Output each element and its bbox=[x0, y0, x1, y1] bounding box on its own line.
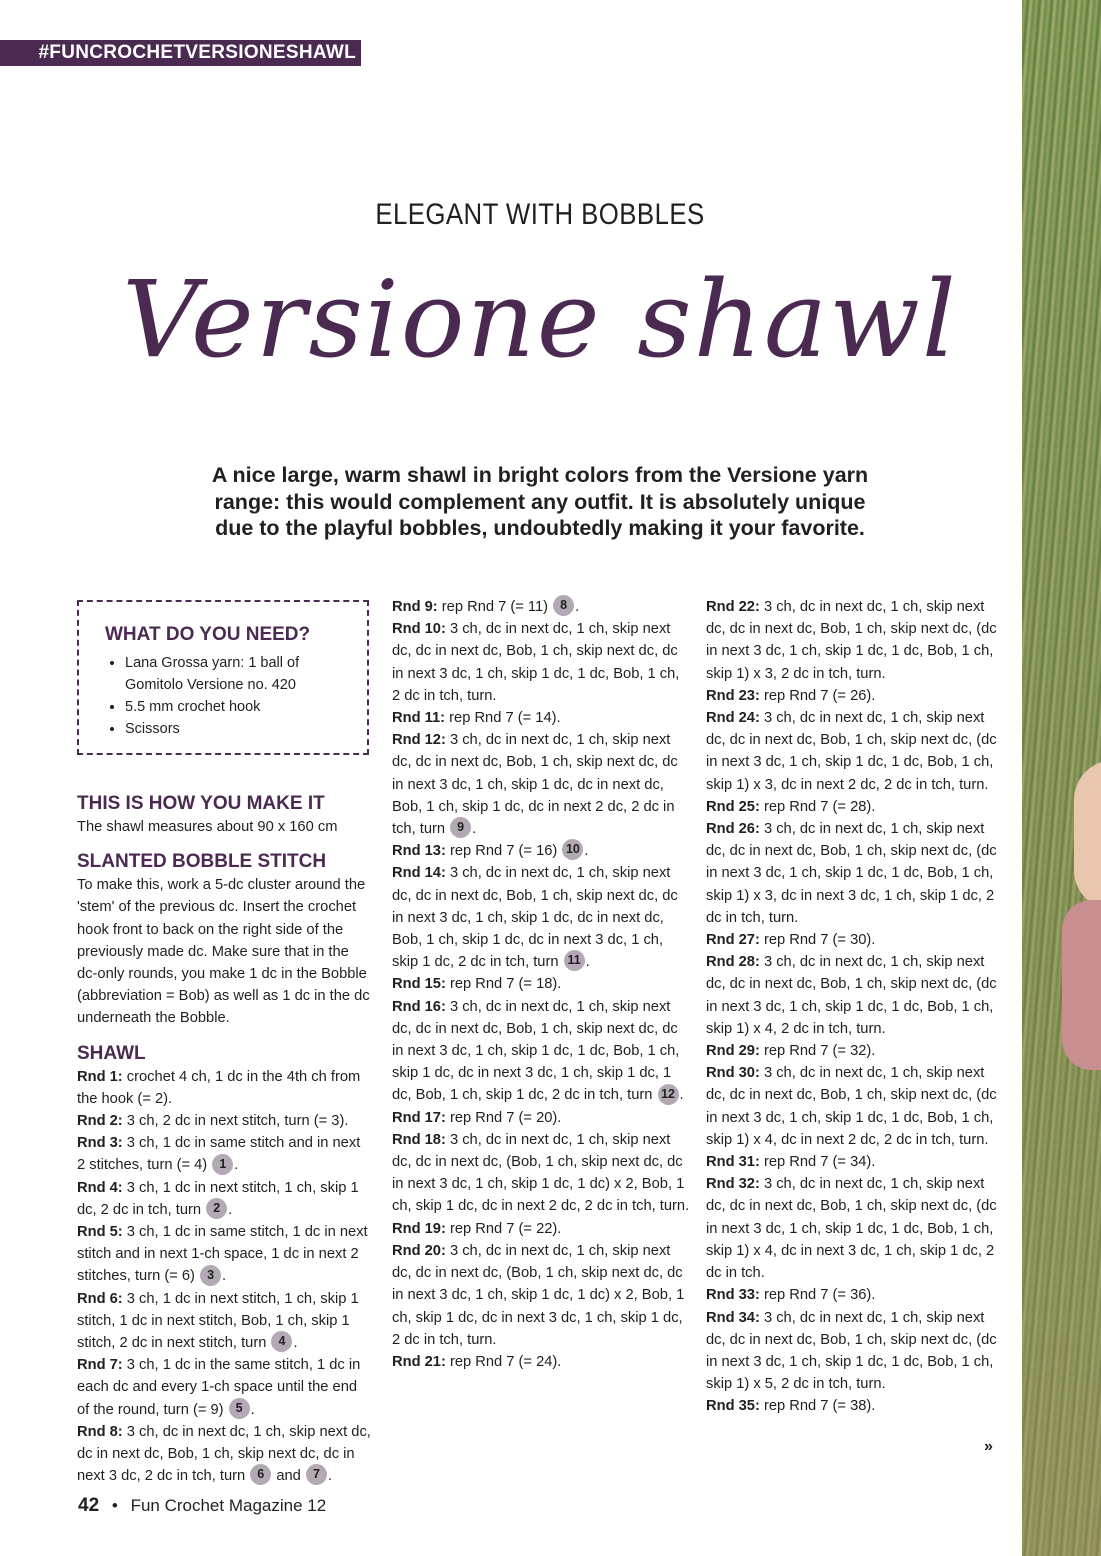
round-label: Rnd 15: bbox=[392, 976, 446, 993]
round-instruction bbox=[706, 596, 1003, 685]
round-text: rep Rnd 7 (= 18). bbox=[445, 976, 562, 993]
round-instruction bbox=[706, 1395, 1003, 1417]
page-title: Versione shawl bbox=[122, 258, 958, 381]
round-text: 3 ch, dc in next dc, 1 ch, skip next dc, dc in next dc, Bob, 1 ch, skip next dc, dc in next 3 dc, 2 dc in tch, turn bbox=[77, 1423, 371, 1485]
round-label: Rnd 30: bbox=[706, 1065, 760, 1082]
round-instruction bbox=[392, 1107, 691, 1129]
round-instruction: Rnd 12: 3 ch, dc in next dc, 1 ch, skip next dc, dc in next dc, Bob, 1 ch, skip next dc, dc in next 3 dc, 1 ch, skip 1 dc, dc in next dc, Bob, 1 ch, skip 1 dc, dc in next 2 dc, 2 dc in tch, turn 9 . bbox=[392, 732, 678, 838]
round-instruction: Rnd 7: 3 ch, 1 dc in the same stitch, 1 dc in each dc and every 1-ch space until the end of the round, turn (= 9) 5 . bbox=[77, 1357, 361, 1418]
column-3 bbox=[706, 596, 1003, 1418]
stitch-heading: SLANTED BOBBLE STITCH bbox=[77, 851, 327, 873]
round-text: 3 ch, dc in next dc, 1 ch, skip next dc, dc in next dc, Bob, 1 ch, skip next dc, (dc in next 3 dc, 1 ch, skip 1 dc, 1 dc, Bob, 1 ch, skip 1) x 3, 2 dc in tch, turn. bbox=[706, 599, 997, 682]
round-instruction bbox=[706, 951, 1003, 1040]
round-label: Rnd 34: bbox=[706, 1309, 760, 1326]
round-label: Rnd 18: bbox=[392, 1131, 446, 1148]
round-text: rep Rnd 7 (= 24). bbox=[445, 1353, 562, 1370]
column-1 bbox=[77, 792, 372, 1487]
round-label: Rnd 31: bbox=[706, 1154, 760, 1171]
round-instruction bbox=[706, 818, 1003, 929]
round-instruction bbox=[392, 1351, 691, 1373]
round-text: rep Rnd 7 (= 26). bbox=[759, 687, 876, 704]
materials-heading: WHAT DO YOU NEED? bbox=[105, 624, 311, 645]
round-label: Rnd 11: bbox=[392, 710, 446, 727]
round-label: Rnd 29: bbox=[706, 1043, 760, 1060]
round-text: 3 ch, dc in next dc, 1 ch, skip next dc, dc in next dc, Bob, 1 ch, skip next dc, (dc in next 3 dc, 1 ch, skip 1 dc, 1 dc, Bob, 1 ch, skip 1) x 4, dc in next 2 dc, 2 dc in tch, turn. bbox=[706, 1065, 997, 1148]
materials-box bbox=[77, 600, 369, 755]
round-text: 3 ch, dc in next dc, 1 ch, skip next dc, dc in next dc, Bob, 1 ch, skip next dc, (dc in next 3 dc, 1 ch, skip 1 dc, 1 dc, Bob, 1 ch, skip 1) x 3, dc in next 2 dc, 2 dc in tch, turn. bbox=[706, 710, 997, 793]
round-label: Rnd 24: bbox=[706, 710, 760, 727]
round-label: Rnd 7: bbox=[77, 1357, 123, 1374]
round-instruction: Rnd 4: 3 ch, 1 dc in next stitch, 1 ch, skip 1 dc, 2 dc in tch, turn 2 . bbox=[77, 1179, 359, 1218]
step-number-badge: 7 bbox=[306, 1464, 327, 1485]
round-text: rep Rnd 7 (= 20). bbox=[445, 1109, 562, 1126]
step-number-badge: 1 bbox=[212, 1154, 233, 1175]
round-label: Rnd 4: bbox=[77, 1179, 123, 1196]
round-text: rep Rnd 7 (= 34). bbox=[759, 1154, 876, 1171]
round-text: 3 ch, 1 dc in same stitch and in next 2 stitches, turn (= 4) bbox=[77, 1135, 361, 1174]
round-text: crochet 4 ch, 1 dc in the 4th ch from the hook (= 2). bbox=[77, 1068, 361, 1107]
round-text: 3 ch, 1 dc in same stitch, 1 dc in next stitch and in next 1-ch space, 1 dc in next 2 stitches, turn (= 6) bbox=[77, 1224, 368, 1285]
badge-joiner: and bbox=[272, 1468, 305, 1485]
round-text: 3 ch, dc in next dc, 1 ch, skip next dc, dc in next dc, Bob, 1 ch, skip next dc, dc in next 3 dc, 1 ch, skip 1 dc, dc in next dc, Bob, 1 ch, skip 1 dc, dc in next 3 dc, 1 ch, skip 1 dc, 2 dc in tch, turn bbox=[392, 865, 678, 971]
continue-arrow-icon: » bbox=[984, 1438, 993, 1455]
round-label: Rnd 16: bbox=[392, 998, 446, 1015]
round-instruction bbox=[77, 1066, 372, 1110]
round-label: Rnd 5: bbox=[77, 1224, 123, 1241]
step-number-badge: 11 bbox=[564, 950, 585, 971]
publication-name: Fun Crochet Magazine 12 bbox=[130, 1496, 327, 1515]
round-instruction bbox=[77, 1110, 372, 1132]
round-instruction bbox=[392, 1129, 691, 1218]
round-instruction: Rnd 6: 3 ch, 1 dc in next stitch, 1 ch, skip 1 stitch, 1 dc in next stitch, Bob, 1 ch, skip 1 stitch, 2 dc in next stitch, turn 4 . bbox=[77, 1290, 359, 1352]
step-number-badge: 2 bbox=[206, 1198, 227, 1219]
round-text: 3 ch, 2 dc in next stitch, turn (= 3). bbox=[122, 1113, 349, 1130]
round-instruction: Rnd 14: 3 ch, dc in next dc, 1 ch, skip next dc, dc in next dc, Bob, 1 ch, skip next dc, dc in next 3 dc, 1 ch, skip 1 dc, dc in next dc, Bob, 1 ch, skip 1 dc, dc in next 3 dc, 1 ch, skip 1 dc, 2 dc in tch, turn 11 . bbox=[392, 865, 678, 971]
photo-shawl bbox=[1062, 900, 1101, 1070]
round-text: 3 ch, dc in next dc, 1 ch, skip next dc, dc in next dc, (Bob, 1 ch, skip next dc, dc in next 3 dc, 1 ch, skip 1 dc, 1 dc) x 2, Bob, 1 ch, skip 1 dc, dc in next 3 dc, 1 ch, skip 1 dc, 2 dc in tch, turn. bbox=[392, 1242, 685, 1348]
column-2 bbox=[392, 596, 691, 1373]
round-label: Rnd 1: bbox=[77, 1068, 123, 1085]
step-number-badge: 3 bbox=[200, 1265, 221, 1286]
round-instruction bbox=[392, 973, 691, 995]
round-instruction bbox=[392, 1240, 691, 1351]
round-text: rep Rnd 7 (= 32). bbox=[759, 1043, 876, 1060]
intro-text: A nice large, warm shawl in bright colors from the Versione yarn range: this would complement any outfit. It is absolutely unique due to the playful bobbles, undoubtedly making it your favorite. bbox=[211, 463, 869, 540]
round-label: Rnd 35: bbox=[706, 1398, 760, 1415]
round-text: 3 ch, 1 dc in the same stitch, 1 dc in each dc and every 1-ch space until the end of the round, turn (= 9) bbox=[77, 1357, 361, 1418]
round-text: 3 ch, dc in next dc, 1 ch, skip next dc, dc in next dc, (Bob, 1 ch, skip next dc, dc in next 3 dc, 1 ch, skip 1 dc, 1 dc) x 2, Bob, 1 ch, skip 1 dc, dc in next 2 dc, 2 dc in tch, turn. bbox=[392, 1131, 690, 1215]
round-label: Rnd 3: bbox=[77, 1135, 123, 1152]
round-instruction bbox=[706, 1040, 1003, 1062]
round-instruction: Rnd 16: 3 ch, dc in next dc, 1 ch, skip next dc, dc in next dc, Bob, 1 ch, skip next dc, dc in next 3 dc, 1 ch, skip 1 dc, 1 dc, Bob, 1 ch, skip 1 dc, dc in next 3 dc, 1 ch, skip 1 dc, 1 dc, Bob, 1 ch, skip 1 dc, 2 dc in tch, turn 12 . bbox=[392, 998, 684, 1104]
round-text: 3 ch, dc in next dc, 1 ch, skip next dc, dc in next dc, Bob, 1 ch, skip next dc, dc in next 3 dc, 1 ch, skip 1 dc, 1 dc, Bob, 1 ch, skip 1 dc, dc in next 3 dc, 1 ch, skip 1 dc, 1 dc, Bob, 1 ch, skip 1 dc, 2 dc in tch, turn bbox=[392, 998, 680, 1104]
model-photo bbox=[1022, 0, 1101, 1556]
materials-list bbox=[105, 652, 357, 740]
round-instruction bbox=[706, 1284, 1003, 1306]
hashtag-banner: #FUNCROCHETVERSIONESHAWL bbox=[0, 40, 361, 66]
round-label: Rnd 8: bbox=[77, 1423, 123, 1440]
photo-arm bbox=[1074, 760, 1101, 910]
round-instruction bbox=[392, 618, 691, 707]
stitch-text: To make this, work a 5-dc cluster around the 'stem' of the previous dc. Insert the crochet hook front to back on the right side of the previously made dc. Make sure that in the dc-only rounds, you make 1 dc in the Bobble (abbreviation = Bob) as well as 1 dc in the dc underneath the Bobble. bbox=[77, 877, 370, 1027]
round-text: 3 ch, dc in next dc, 1 ch, skip next dc, dc in next dc, Bob, 1 ch, skip next dc, (dc in next 3 dc, 1 ch, skip 1 dc, 1 dc, Bob, 1 ch, skip 1) x 5, 2 dc in tch, turn. bbox=[706, 1309, 997, 1393]
round-label: Rnd 17: bbox=[392, 1109, 446, 1126]
materials-item: • Lana Grossa yarn: 1 ball of Gomitolo Versione no. 420 bbox=[125, 652, 357, 696]
round-label: Rnd 22: bbox=[706, 599, 760, 615]
round-label: Rnd 20: bbox=[392, 1242, 446, 1259]
round-instruction bbox=[706, 707, 1003, 796]
round-instruction bbox=[706, 1062, 1003, 1151]
kicker: ELEGANT WITH BOBBLES bbox=[375, 198, 705, 231]
round-instruction: Rnd 3: 3 ch, 1 dc in same stitch and in next 2 stitches, turn (= 4) 1 . bbox=[77, 1135, 361, 1174]
round-text: 3 ch, dc in next dc, 1 ch, skip next dc, dc in next dc, Bob, 1 ch, skip next dc, (dc in next 3 dc, 1 ch, skip 1 dc, 1 dc, Bob, 1 ch, skip 1) x 4, dc in next 3 dc, 1 ch, skip 1 dc, 2 dc in tch. bbox=[706, 1176, 997, 1282]
round-instruction bbox=[706, 685, 1003, 707]
round-instruction bbox=[706, 1307, 1003, 1396]
shawl-heading: SHAWL bbox=[77, 1042, 146, 1064]
round-text: 3 ch, 1 dc in next stitch, 1 ch, skip 1 stitch, 1 dc in next stitch, Bob, 1 ch, skip 1 stitch, 2 dc in next stitch, turn bbox=[77, 1290, 359, 1352]
round-text: 3 ch, dc in next dc, 1 ch, skip next dc, dc in next dc, Bob, 1 ch, skip next dc, dc in next 3 dc, 1 ch, skip 1 dc, dc in next dc, Bob, 1 ch, skip 1 dc, dc in next 2 dc, 2 dc in tch, turn bbox=[392, 732, 678, 838]
round-text: rep Rnd 7 (= 22). bbox=[445, 1220, 562, 1237]
round-label: Rnd 21: bbox=[392, 1353, 446, 1370]
round-instruction bbox=[706, 1151, 1003, 1173]
round-text: rep Rnd 7 (= 28). bbox=[759, 798, 876, 815]
step-number-badge: 8 bbox=[553, 595, 574, 616]
round-text: 3 ch, dc in next dc, 1 ch, skip next dc, dc in next dc, Bob, 1 ch, skip next dc, (dc in next 3 dc, 1 ch, skip 1 dc, 1 dc, Bob, 1 ch, skip 1) x 4, 2 dc in tch, turn. bbox=[706, 954, 997, 1037]
page-footer bbox=[78, 1495, 326, 1517]
round-text: rep Rnd 7 (= 38). bbox=[759, 1398, 876, 1415]
round-label: Rnd 26: bbox=[706, 821, 760, 838]
step-number-badge: 10 bbox=[562, 839, 583, 860]
round-label: Rnd 14: bbox=[392, 865, 446, 882]
round-label: Rnd 23: bbox=[706, 687, 760, 704]
round-label: Rnd 2: bbox=[77, 1113, 123, 1130]
howto-text: The shawl measures about 90 x 160 cm bbox=[77, 819, 338, 835]
round-text: rep Rnd 7 (= 14). bbox=[445, 710, 561, 727]
round-label: Rnd 9: bbox=[392, 599, 438, 615]
round-text: 3 ch, dc in next dc, 1 ch, skip next dc, dc in next dc, Bob, 1 ch, skip next dc, dc in next 3 dc, 1 ch, skip 1 dc, 1 dc, Bob, 1 ch, 2 dc in tch, turn. bbox=[392, 621, 680, 704]
round-instruction bbox=[392, 707, 691, 729]
step-number-badge: 6 bbox=[250, 1464, 271, 1485]
howto-heading: THIS IS HOW YOU MAKE IT bbox=[77, 793, 325, 814]
step-number-badge: 9 bbox=[450, 817, 471, 838]
round-instruction: Rnd 8: 3 ch, dc in next dc, 1 ch, skip next dc, dc in next dc, Bob, 1 ch, skip next dc, dc in next 3 dc, 2 dc in tch, turn 6 and 7 . bbox=[77, 1423, 371, 1485]
round-instruction bbox=[706, 1173, 1003, 1284]
round-instruction: Rnd 5: 3 ch, 1 dc in same stitch, 1 dc in next stitch and in next 1-ch space, 1 dc in next 2 stitches, turn (= 6) 3 . bbox=[77, 1224, 368, 1285]
round-label: Rnd 27: bbox=[706, 932, 760, 949]
round-label: Rnd 32: bbox=[706, 1176, 760, 1193]
round-label: Rnd 28: bbox=[706, 954, 760, 971]
round-label: Rnd 12: bbox=[392, 732, 446, 749]
round-text: rep Rnd 7 (= 11) bbox=[437, 599, 553, 615]
round-instruction: Rnd 9: rep Rnd 7 (= 11) 8 . bbox=[392, 596, 691, 618]
round-text: 3 ch, 1 dc in next stitch, 1 ch, skip 1 dc, 2 dc in tch, turn bbox=[77, 1179, 359, 1218]
step-number-badge: 5 bbox=[229, 1398, 250, 1419]
round-label: Rnd 33: bbox=[706, 1287, 760, 1304]
round-instruction bbox=[392, 1218, 691, 1240]
round-label: Rnd 25: bbox=[706, 798, 760, 815]
round-text: rep Rnd 7 (= 36). bbox=[759, 1287, 876, 1304]
footer-bullet: • bbox=[111, 1496, 118, 1515]
round-text: 3 ch, dc in next dc, 1 ch, skip next dc, dc in next dc, Bob, 1 ch, skip next dc, (dc in next 3 dc, 1 ch, skip 1 dc, 1 dc, Bob, 1 ch, skip 1) x 3, dc in next 3 dc, 1 ch, skip 1 dc, 2 dc in tch, turn. bbox=[706, 821, 997, 926]
round-label: Rnd 13: bbox=[392, 843, 446, 860]
round-label: Rnd 10: bbox=[392, 621, 446, 638]
round-label: Rnd 19: bbox=[392, 1220, 446, 1237]
materials-item: • 5.5 mm crochet hook bbox=[125, 696, 357, 718]
round-label: Rnd 6: bbox=[77, 1290, 123, 1307]
round-instruction bbox=[706, 796, 1003, 818]
step-number-badge: 4 bbox=[271, 1331, 292, 1352]
round-text: rep Rnd 7 (= 30). bbox=[759, 932, 876, 949]
round-instruction bbox=[706, 929, 1003, 951]
materials-item: • Scissors bbox=[125, 718, 357, 740]
step-number-badge: 12 bbox=[658, 1084, 679, 1105]
round-text: rep Rnd 7 (= 16) bbox=[445, 843, 562, 860]
round-instruction: Rnd 13: rep Rnd 7 (= 16) 10 . bbox=[392, 840, 691, 862]
page-number: 42 bbox=[78, 1495, 100, 1516]
